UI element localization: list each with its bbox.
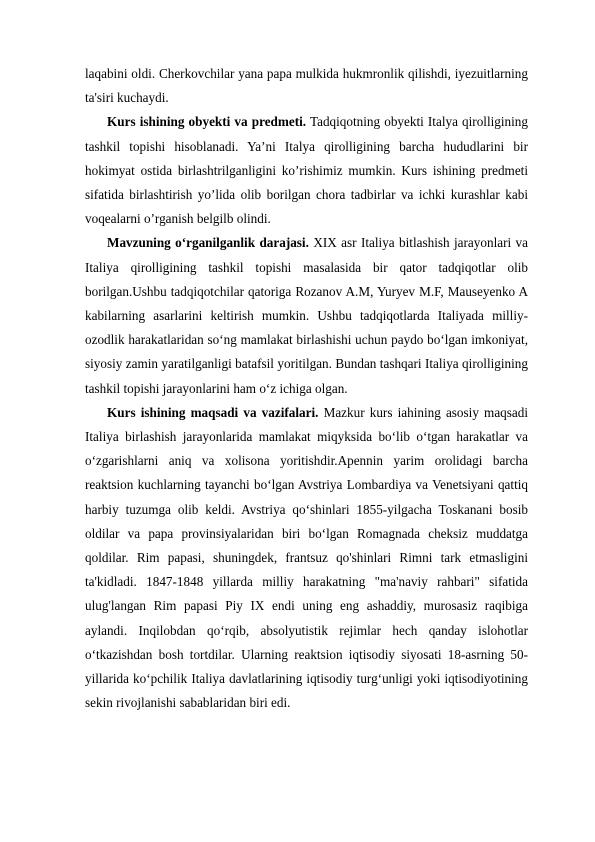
- document-page: [85, 62, 528, 715]
- section-heading: Kurs ishining obyekti va predmeti.: [107, 114, 307, 130]
- paragraph-object-subject: [85, 110, 528, 231]
- paragraph-goals-tasks: [85, 401, 528, 716]
- paragraph-text: Tadqiqotning obyekti Italya qirolligining tashkil topishi hisoblanadi. Ya’ni Italya qirolligining barcha hududlarini bir hokimyat ostida birlashtrilganligini ko’rishimiz mumkin. Kurs ishining predmeti sifatida birlashtirish yo’lida olib borilgan chora tadbirlar va ichki kurashlar kabi voqealarni o’rganish belgilb olindi.: [85, 114, 528, 227]
- paragraph-continuation: [85, 62, 528, 110]
- paragraph-text: Mazkur kurs iahining asosiy maqsadi Italiya birlashish jarayonlarida mamlakat miqyksida bo‘lib o‘tgan harakatlar va o‘zgarishlarni aniq va xolisona yoritishdir.Apennin yarim orolidagi barcha reaktsion kuchlarning tayanchi bo‘lgan Avstriya Lombardiya va Venetsiyani qattiq harbiy tuzumga olib keldi. Avstriya qo‘shinlari 1855-yilgacha Toskanani bosib oldilar va papa provinsiyalaridan biri bo‘lgan Romagnada cheksiz muddatga qoldilar. Rim papasi, shuningdek, frantsuz qo'shinlari Rimni tark etmasligini ta'kidladi. 1847-1848 yillarda milliy harakatning "ma'naviy rahbari" sifatida ulug'langan Rim papasi Piy IX endi uning eng ashaddiy, murosasiz raqibiga aylandi. Inqilobdan qo‘rqib, absolyutistik rejimlar hech qanday islohotlar o‘tkazishdan bosh tortdilar. Ularning reaktsion iqtisodiy siyosati 18-asrning 50-yillarida ko‘pchilik Italiya davlatlarining iqtisodiy turg‘unligi yoki iqtisodiyotining sekin rivojlanishi sabablaridan biri edi.: [85, 404, 529, 711]
- section-heading: Kurs ishining maqsadi va vazifalari.: [107, 404, 319, 420]
- paragraph-text: laqabini oldi. Cherkovchilar yana papa mulkida hukmronlik qilishdi, iyezuitlarning ta'siri kuchaydi.: [85, 66, 528, 106]
- section-heading: Mavzuning o‘rganilganlik darajasi.: [107, 235, 309, 251]
- paragraph-study-level: [85, 231, 528, 400]
- paragraph-text: XIX asr Italiya bitlashish jarayonlari va Italiya qirolligining tashkil topishi masalasida bir qator tadqiqotlar olib borilgan.Ushbu tadqiqotchilar qatoriga Rozanov A.M, Yuryev M.F, Mauseyenko A kabilarning asarlarini keltirish mumkin. Ushbu tadqiqotlarda Italiyada milliy-ozodlik harakatlaridan so‘ng mamlakat birlashishi uchun paydo bo‘lgan imkoniyat, siyosiy zamin yaratilganligi batafsil yoritilgan. Bundan tashqari Italiya qirolligining tashkil topishi jarayonlarini ham o‘z ichiga olgan.: [85, 235, 528, 396]
